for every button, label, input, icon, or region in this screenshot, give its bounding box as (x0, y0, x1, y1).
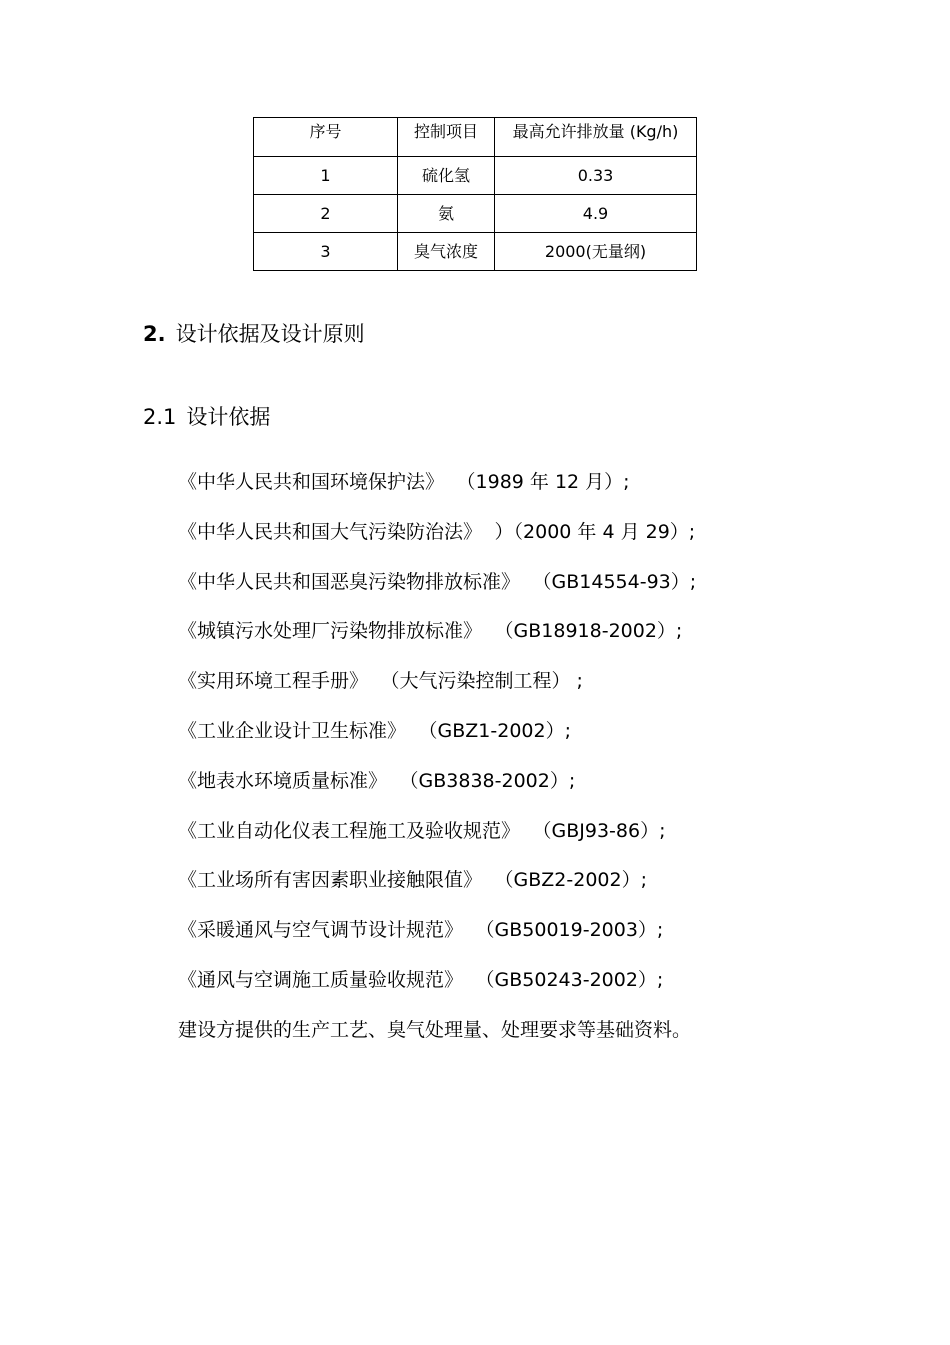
reference-code: （GB18918-2002）; (504, 620, 683, 643)
reference-title: 建设方提供的生产工艺、臭气处理量、处理要求等基础资料。 (178, 1018, 692, 1041)
reference-code: （GBZ1-2002）; (428, 719, 571, 742)
header-cell-max-emission: 最高允许排放量 (Kg/h) (495, 118, 697, 157)
list-item (178, 817, 696, 867)
table-header-row (254, 118, 697, 157)
list-item (178, 767, 696, 817)
reference-title: 《城镇污水处理厂污染物排放标准》 (178, 620, 483, 643)
reference-code: ）（2000 年 4 月 29）; (494, 520, 696, 543)
reference-title: 《中华人民共和国环境保护法》 (178, 471, 445, 493)
reference-title: 《实用环境工程手册》 (178, 670, 369, 693)
reference-title: 《地表水环境质量标准》 (178, 769, 388, 792)
reference-code: （GB50019-2003）; (485, 919, 664, 942)
section-title: 设计依据及设计原则 (175, 322, 365, 346)
reference-code: （大气污染控制工程） ; (390, 670, 583, 693)
list-item (178, 966, 696, 1016)
reference-code: （GB14554-93）; (542, 570, 697, 593)
reference-title: 《工业自动化仪表工程施工及验收规范》 (178, 819, 521, 842)
table-cell: 2000(无量纲) (495, 233, 697, 271)
table-row (254, 157, 697, 195)
reference-code: （GBZ2-2002）; (504, 869, 647, 892)
section-heading (143, 318, 365, 348)
list-item (178, 1016, 696, 1066)
reference-code: （GBJ93-86）; (542, 819, 666, 842)
reference-title: 《通风与空调施工质量验收规范》 (178, 968, 464, 991)
header-cell-index: 序号 (254, 118, 398, 157)
list-item (178, 667, 696, 717)
reference-title: 《采暖通风与空气调节设计规范》 (178, 919, 464, 942)
list-item (178, 568, 696, 618)
list-item (178, 617, 696, 667)
list-item (178, 518, 696, 568)
section-number: 2. (143, 322, 166, 346)
list-item (178, 866, 696, 916)
reference-list (178, 468, 696, 1066)
table-cell: 0.33 (495, 157, 697, 195)
list-item (178, 916, 696, 966)
table-cell: 1 (254, 157, 398, 195)
reference-title: 《中华人民共和国大气污染防治法》 (178, 520, 473, 543)
subsection-title: 设计依据 (186, 405, 271, 429)
table-cell: 4.9 (495, 195, 697, 233)
list-item (178, 717, 696, 767)
reference-title: 《工业场所有害因素职业接触限值》 (178, 869, 483, 892)
table-row (254, 195, 697, 233)
reference-code: （GB3838-2002）; (409, 769, 576, 792)
subsection-number: 2.1 (143, 405, 177, 429)
table-row (254, 233, 697, 271)
emission-limits-table (253, 117, 697, 271)
header-cell-item: 控制项目 (398, 118, 495, 157)
reference-code: （GB50243-2002）; (485, 968, 664, 991)
subsection-heading (143, 401, 270, 431)
table-cell: 3 (254, 233, 398, 271)
reference-title: 《工业企业设计卫生标准》 (178, 719, 407, 742)
reference-code: （1989 年 12 月）; (466, 471, 630, 493)
table-cell: 2 (254, 195, 398, 233)
table-cell: 臭气浓度 (398, 233, 495, 271)
table-cell: 硫化氢 (398, 157, 495, 195)
table-cell: 氨 (398, 195, 495, 233)
list-item (178, 468, 696, 518)
reference-title: 《中华人民共和国恶臭污染物排放标准》 (178, 570, 521, 593)
